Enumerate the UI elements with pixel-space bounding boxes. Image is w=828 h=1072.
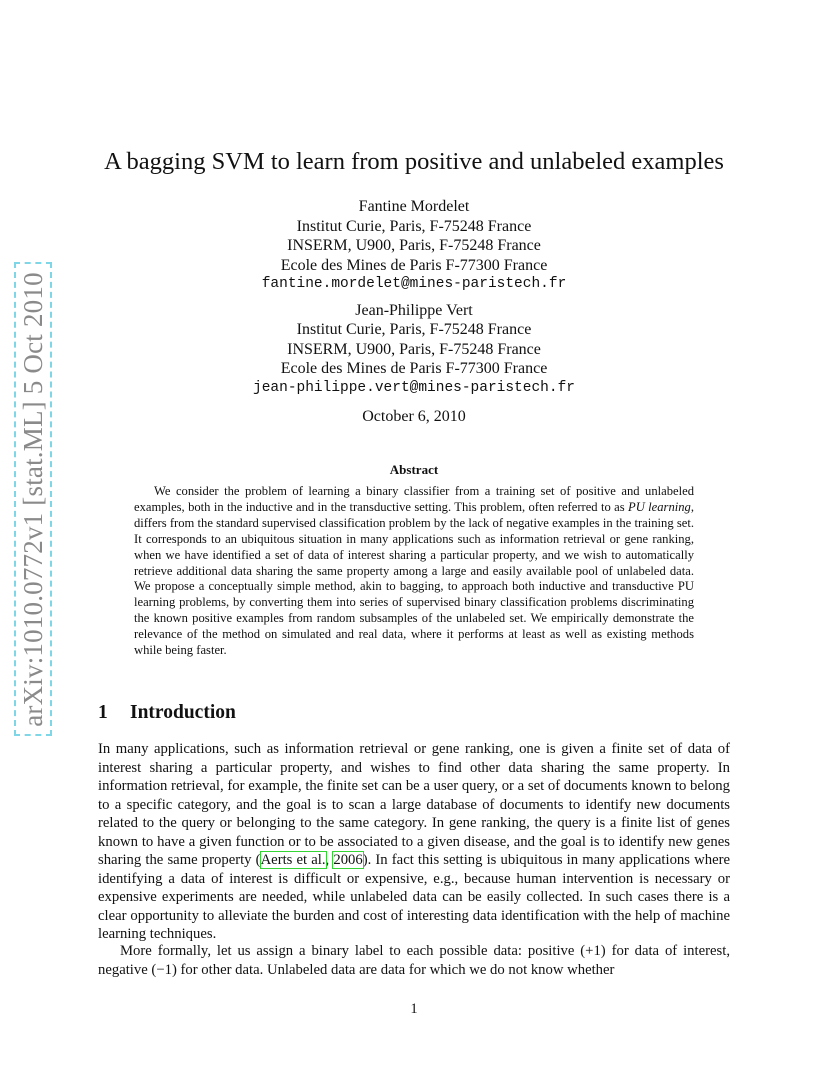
author-name: Jean-Philippe Vert	[355, 301, 473, 319]
body-paragraph: More formally, let us assign a binary label to each possible data: positive (+1) for data of interest, negative (−1) for other data. Unlabeled data are data for which we do not know whether	[98, 943, 730, 978]
abstract-text	[134, 484, 694, 659]
author-email[interactable]: jean-philippe.vert@mines-paristech.fr	[253, 379, 575, 396]
author-name: Fantine Mordelet	[358, 198, 470, 215]
section-number: 1	[98, 702, 108, 723]
abstract-heading: Abstract	[389, 462, 439, 477]
paper-date: October 6, 2010	[362, 408, 466, 425]
author-block	[0, 197, 828, 398]
author-affiliation: INSERM, U900, Paris, F-75248 France	[287, 237, 541, 254]
section-title: Introduction	[130, 702, 236, 723]
paragraph-text: ). In fact this setting is ubiquitous in many applications where identifying a data of interest is difficult or expensive, e.g., because human intervention is necessary or expensive experiments are needed, while unlabeled data can be easily collected. In such cases there is a clear opportunity to alleviate the burden and cost of interesting data identification with the help of machine learning techniques.	[98, 852, 731, 942]
paragraph-text: In many applications, such as information retrieval or gene ranking, one is given a finite set of data of interest sharing a particular property, and wishes to find other data sharing the same property. In information retrieval, for example, the finite set can be a user query, or a set of documents known to belong to a specific category, and the goal is to scan a large database of documents to identify new documents related to the query or belonging to the same category. In gene ranking, the query is a finite list of genes known to have a given function or to be associated to a given disease, and the goal is to identify new genes sharing the same property (	[98, 741, 730, 868]
author-affiliation: Ecole des Mines de Paris F-77300 France	[280, 256, 548, 274]
section-heading	[98, 702, 236, 724]
author-affiliation: Ecole des Mines de Paris F-77300 France	[280, 360, 548, 377]
author-affiliation: Institut Curie, Paris, F-75248 France	[296, 321, 532, 338]
arxiv-stamp-text: arXiv:1010.0772v1 [stat.ML] 5 Oct 2010	[17, 271, 48, 727]
abstract-emphasis: PU learning	[628, 499, 691, 514]
paper-title: A bagging SVM to learn from positive and unlabeled examples	[104, 148, 724, 175]
citation-year-link[interactable]: 2006	[333, 852, 363, 868]
abstract-text-part: We consider the problem of learning a binary classifier from a training set of positive and unlabeled examples, both in the inductive and in the transductive setting. This problem, often referred to as	[134, 484, 694, 514]
author-affiliation: INSERM, U900, Paris, F-75248 France	[287, 340, 541, 358]
citation-link[interactable]: Aerts et al.	[260, 852, 326, 868]
abstract-text-part: , differs from the standard supervised classification problem by the lack of negative examples in the training set. It corresponds to an ubiquitous situation in many applications such as information retrieval or gene ranking, when we have identified a set of data of interest sharing a particular property, and we wish to automatically retrieve additional data sharing the same property among a large and easily available pool of unlabeled data. We propose a conceptually simple method, akin to bagging, to approach both inductive and transductive PU learning problems, by converting them into series of supervised binary classification problems discriminating the known positive examples from random subsamples of the unlabeled set. We empirically demonstrate the relevance of the method on simulated and real data, where it performs at least as well as existing methods while being faster.	[134, 499, 694, 658]
page-number: 1	[410, 1001, 418, 1017]
body-paragraph: In many applications, such as information retrieval or gene ranking, one is given a finite set of data of interest sharing a particular property, and wishes to find other data sharing the same property. In information retrieval, for example, the finite set can be a user query, or a set of documents known to belong to a specific category, and the goal is to scan a large database of documents to identify new documents related to the query or belonging to the same category. In gene ranking, the query is a finite list of genes known to have a given function or to be associated to a given disease, and the goal is to identify new genes sharing the same property (Aerts et al., 2006). In fact this setting is ubiquitous in many applications where identifying a data of interest is difficult or expensive, e.g., because human intervention is necessary or expensive experiments are needed, while unlabeled data can be easily collected. In such cases there is a clear opportunity to alleviate the burden and cost of interesting data identification with the help of machine learning techniques.	[98, 741, 731, 942]
author-email[interactable]: fantine.mordelet@mines-paristech.fr	[261, 276, 567, 292]
author-affiliation: Institut Curie, Paris, F-75248 France	[296, 217, 532, 235]
